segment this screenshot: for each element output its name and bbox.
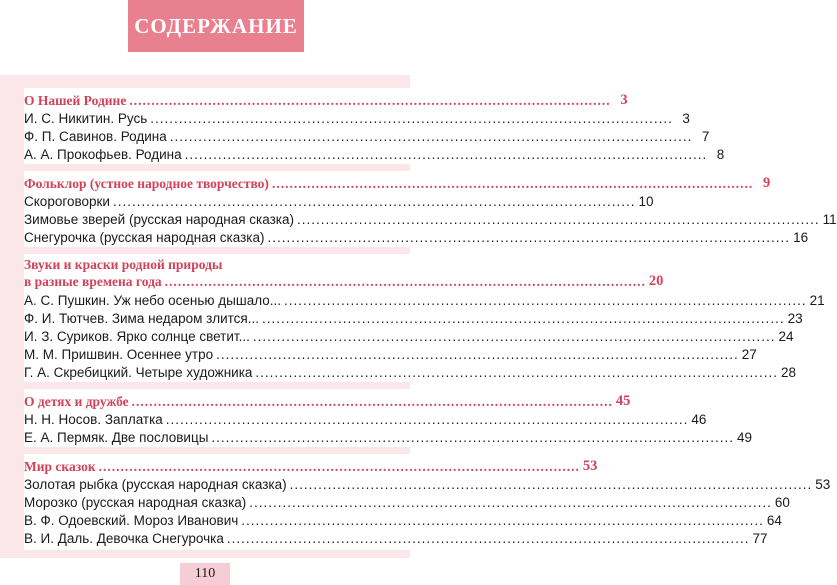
toc-entry: Ф. П. Савинов. Родина .............................................................................................................. 7	[24, 129, 710, 144]
toc-section-title: Мир сказок .............................................................................................................. 53	[24, 458, 598, 474]
toc-entry: Г. А. Скребицкий. Четыре художника .............................................................................................................. 28	[24, 365, 797, 380]
toc-section-title: О детях и дружбе .............................................................................................................. 45	[24, 393, 631, 409]
toc-section-folklore	[24, 171, 837, 247]
toc-section-children	[24, 389, 753, 447]
toc-entry: А. С. Пушкин. Уж небо осенью дышало... .............................................................................................................. 21	[24, 293, 825, 308]
toc-entry: Морозко (русская народная сказка) .............................................................................................................. 60	[24, 495, 790, 510]
toc-entry: Зимовье зверей (русская народная сказка) .............................................................................................................. 11	[24, 212, 837, 227]
toc-entry: Ф. И. Тютчев. Зима недаром злится... .............................................................................................................. 23	[24, 311, 803, 326]
contents-title: СОДЕРЖАНИЕ	[134, 13, 298, 38]
toc-section-homeland	[24, 88, 725, 164]
toc-section-fairytales	[24, 454, 831, 550]
toc-entry: Скороговорки .............................................................................................................. 10	[24, 194, 654, 209]
toc-entry: И. З. Суриков. Ярко солнце светит... .............................................................................................................. 24	[24, 329, 794, 344]
toc-section-title: Звуки и краски родной природы в разные времена года .............................................................................................................. 20	[24, 257, 664, 289]
toc-entry: В. И. Даль. Девочка Снегурочка .............................................................................................................. 77	[24, 531, 768, 546]
toc-entry: И. С. Никитин. Русь .............................................................................................................. 3	[24, 111, 690, 126]
contents-header	[128, 0, 304, 52]
toc-entry: М. М. Пришвин. Осеннее утро .............................................................................................................. 27	[24, 347, 757, 362]
page-number: 110	[194, 566, 216, 581]
toc-section-nature	[24, 254, 825, 382]
toc-entry: Е. А. Пермяк. Две пословицы .............................................................................................................. 49	[24, 430, 753, 445]
toc-entry: Снегурочка (русская народная сказка) .............................................................................................................. 16	[24, 230, 809, 245]
toc-entry: Золотая рыбка (русская народная сказка) .............................................................................................................. 53	[24, 477, 831, 492]
page-number-box	[180, 563, 230, 585]
toc-entry: А. А. Прокофьев. Родина .............................................................................................................. 8	[24, 147, 725, 162]
toc-entry: В. Ф. Одоевский. Мороз Иванович .............................................................................................................. 64	[24, 513, 782, 528]
toc-section-title: Фольклор (устное народное творчество) .............................................................................................................. 9	[24, 175, 771, 191]
toc-section-title: О Нашей Родине .............................................................................................................. 3	[24, 92, 628, 108]
toc-panel	[0, 75, 837, 558]
toc-entry: Н. Н. Носов. Заплатка .............................................................................................................. 46	[24, 412, 707, 427]
